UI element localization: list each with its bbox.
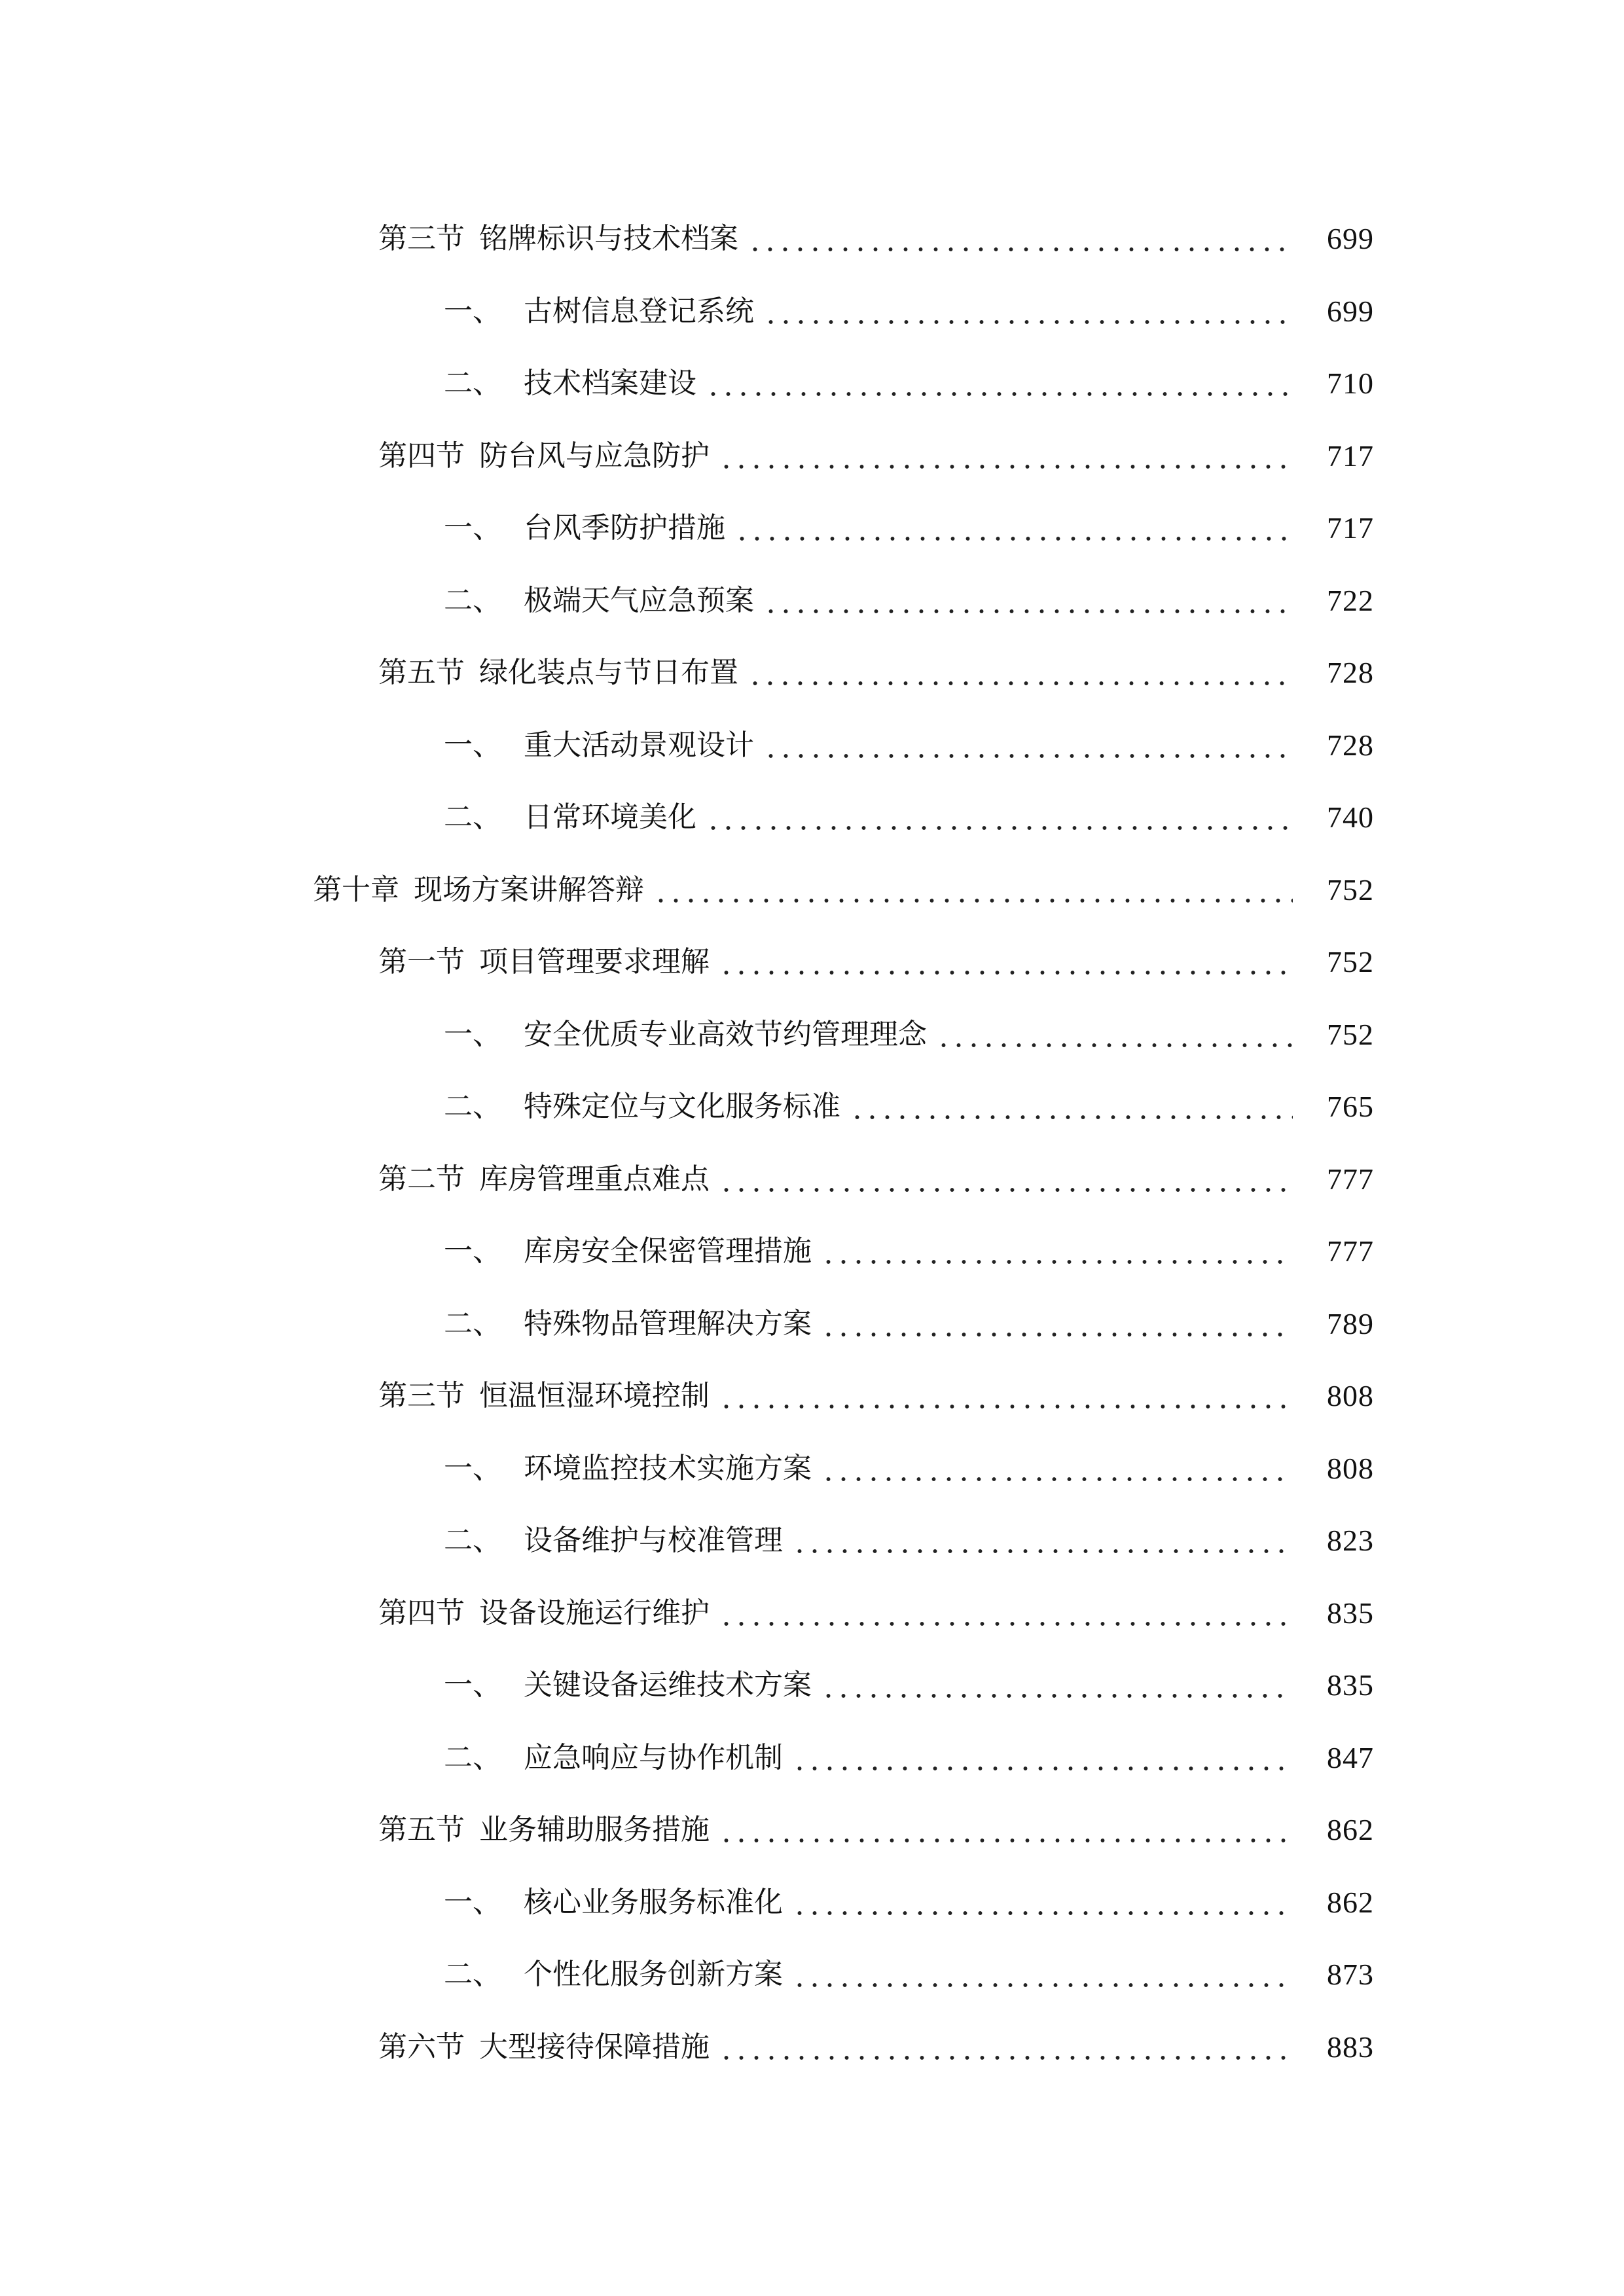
- toc-entry-number: 一、: [444, 1885, 501, 1919]
- toc-entry-number: 二、: [444, 1306, 501, 1340]
- dot-leader: [850, 1092, 1293, 1121]
- toc-entry-page: 717: [1327, 439, 1374, 473]
- dot-leader: [936, 1020, 1293, 1049]
- toc-entry-number: 二、: [444, 583, 501, 617]
- toc-entry-title: 大型接待保障措施: [479, 2030, 710, 2064]
- dot-leader: [821, 1671, 1293, 1700]
- toc-entry-page: 808: [1327, 1451, 1374, 1485]
- dot-leader: [763, 586, 1293, 615]
- toc-entry-page: 847: [1327, 1740, 1374, 1774]
- dot-leader: [792, 1888, 1293, 1917]
- toc-entry-subsection[interactable]: [0, 492, 1624, 565]
- toc-entry-page: 710: [1327, 367, 1374, 401]
- dot-leader: [821, 1237, 1293, 1266]
- toc-entry-page: 752: [1327, 1017, 1374, 1051]
- toc-entry-title: 恒温恒湿环境控制: [479, 1379, 710, 1413]
- dot-leader: [719, 1382, 1293, 1410]
- toc-entry-title: 重大活动景观设计: [524, 728, 754, 762]
- dot-leader: [706, 803, 1293, 832]
- toc-entry-number: 第四节: [378, 439, 465, 473]
- dot-leader: [653, 876, 1293, 905]
- toc-entry-title: 设备维护与校准管理: [524, 1524, 783, 1558]
- toc-entry-section[interactable]: [0, 637, 1624, 709]
- dot-leader: [734, 514, 1293, 543]
- toc-entry-subsection[interactable]: [0, 1505, 1624, 1577]
- toc-entry-number: 第五节: [378, 656, 465, 690]
- toc-entry-number: 一、: [444, 728, 501, 762]
- dot-leader: [719, 1599, 1293, 1628]
- toc-entry-number: 第五节: [378, 1813, 465, 1847]
- toc-entry-page: 777: [1327, 1234, 1374, 1268]
- toc-entry-title: 安全优质专业高效节约管理理念: [524, 1017, 927, 1051]
- toc-entry-number: 二、: [444, 1958, 501, 1992]
- toc-entry-subsection[interactable]: [0, 1867, 1624, 1939]
- toc-entry-title: 设备设施运行维护: [479, 1596, 710, 1630]
- toc-entry-section[interactable]: [0, 1794, 1624, 1867]
- toc-entry-page: 752: [1327, 945, 1374, 979]
- toc-entry-page: 728: [1327, 656, 1374, 690]
- toc-entry-number: 第十章: [313, 872, 399, 906]
- toc-entry-number: 一、: [444, 511, 501, 545]
- toc-entry-title: 环境监控技术实施方案: [524, 1451, 812, 1485]
- dot-leader: [792, 1960, 1293, 1989]
- toc-entry-page: 740: [1327, 800, 1374, 834]
- toc-entry-number: 第三节: [378, 222, 465, 256]
- toc-entry-number: 一、: [444, 1668, 501, 1702]
- toc-entry-number: 一、: [444, 1234, 501, 1268]
- dot-leader: [719, 948, 1293, 977]
- toc-entry-title: 个性化服务创新方案: [524, 1958, 783, 1992]
- table-of-contents: [0, 203, 1624, 2083]
- dot-leader: [748, 224, 1293, 253]
- toc-entry-title: 现场方案讲解答辩: [414, 872, 644, 906]
- toc-entry-page: 883: [1327, 2030, 1374, 2064]
- toc-entry-title: 库房安全保密管理措施: [524, 1234, 812, 1268]
- toc-entry-subsection[interactable]: [0, 1071, 1624, 1143]
- toc-entry-title: 防台风与应急防护: [479, 439, 710, 473]
- toc-entry-title: 核心业务服务标准化: [524, 1885, 783, 1919]
- toc-entry-subsection[interactable]: [0, 1215, 1624, 1288]
- toc-entry-page: 873: [1327, 1958, 1374, 1992]
- toc-entry-page: 835: [1327, 1668, 1374, 1702]
- toc-entry-title: 极端天气应急预案: [524, 583, 754, 617]
- toc-entry-title: 业务辅助服务措施: [479, 1813, 710, 1847]
- toc-entry-number: 二、: [444, 1524, 501, 1558]
- dot-leader: [719, 1816, 1293, 1844]
- toc-entry-title: 台风季防护措施: [524, 511, 725, 545]
- toc-entry-title: 铭牌标识与技术档案: [479, 222, 738, 256]
- dot-leader: [748, 658, 1293, 687]
- toc-entry-page: 835: [1327, 1596, 1374, 1630]
- toc-entry-title: 绿化装点与节日布置: [479, 656, 738, 690]
- toc-entry-page: 862: [1327, 1813, 1374, 1847]
- toc-entry-subsection[interactable]: [0, 276, 1624, 348]
- dot-leader: [706, 369, 1293, 398]
- toc-entry-page: 699: [1327, 294, 1374, 328]
- toc-entry-section[interactable]: [0, 1143, 1624, 1216]
- toc-entry-title: 库房管理重点难点: [479, 1162, 710, 1196]
- toc-entry-number: 第二节: [378, 1162, 465, 1196]
- dot-leader: [719, 2033, 1293, 2062]
- dot-leader: [792, 1526, 1293, 1555]
- toc-entry-page: 808: [1327, 1379, 1374, 1413]
- dot-leader: [821, 1310, 1293, 1338]
- toc-entry-page: 777: [1327, 1162, 1374, 1196]
- toc-entry-subsection[interactable]: [0, 1722, 1624, 1795]
- toc-entry-chapter[interactable]: [0, 854, 1624, 927]
- toc-entry-section[interactable]: [0, 1360, 1624, 1433]
- toc-entry-subsection[interactable]: [0, 1433, 1624, 1505]
- toc-entry-page: 823: [1327, 1524, 1374, 1558]
- toc-entry-subsection[interactable]: [0, 999, 1624, 1071]
- dot-leader: [821, 1454, 1293, 1483]
- toc-entry-page: 765: [1327, 1090, 1374, 1124]
- toc-entry-page: 722: [1327, 583, 1374, 617]
- toc-entry-subsection[interactable]: [0, 1288, 1624, 1361]
- toc-entry-number: 一、: [444, 294, 501, 328]
- toc-entry-subsection[interactable]: [0, 1939, 1624, 2011]
- toc-entry-title: 应急响应与协作机制: [524, 1740, 783, 1774]
- dot-leader: [719, 442, 1293, 471]
- toc-entry-title: 项目管理要求理解: [479, 945, 710, 979]
- toc-entry-page: 699: [1327, 222, 1374, 256]
- toc-entry-title: 关键设备运维技术方案: [524, 1668, 812, 1702]
- toc-entry-number: 二、: [444, 367, 501, 401]
- toc-entry-number: 二、: [444, 1740, 501, 1774]
- toc-entry-number: 一、: [444, 1451, 501, 1485]
- dot-leader: [763, 297, 1293, 326]
- toc-entry-title: 技术档案建设: [524, 367, 696, 401]
- toc-entry-page: 862: [1327, 1885, 1374, 1919]
- toc-entry-number: 一、: [444, 1017, 501, 1051]
- toc-entry-page: 789: [1327, 1306, 1374, 1340]
- toc-entry-subsection[interactable]: [0, 565, 1624, 637]
- toc-entry-page: 728: [1327, 728, 1374, 762]
- dot-leader: [792, 1744, 1293, 1772]
- toc-entry-section[interactable]: [0, 926, 1624, 999]
- dot-leader: [763, 731, 1293, 760]
- toc-entry-section[interactable]: [0, 203, 1624, 276]
- toc-entry-subsection[interactable]: [0, 709, 1624, 782]
- toc-entry-subsection[interactable]: [0, 348, 1624, 420]
- toc-entry-page: 752: [1327, 872, 1374, 906]
- toc-entry-page: 717: [1327, 511, 1374, 545]
- toc-entry-title: 日常环境美化: [524, 800, 696, 834]
- toc-entry-subsection[interactable]: [0, 1649, 1624, 1722]
- toc-entry-title: 特殊定位与文化服务标准: [524, 1090, 840, 1124]
- toc-entry-number: 二、: [444, 800, 501, 834]
- toc-entry-section[interactable]: [0, 2011, 1624, 2084]
- toc-entry-title: 特殊物品管理解决方案: [524, 1306, 812, 1340]
- dot-leader: [719, 1165, 1293, 1194]
- toc-entry-section[interactable]: [0, 1577, 1624, 1650]
- toc-entry-subsection[interactable]: [0, 781, 1624, 854]
- toc-entry-number: 第一节: [378, 945, 465, 979]
- toc-entry-title: 古树信息登记系统: [524, 294, 754, 328]
- toc-entry-number: 第四节: [378, 1596, 465, 1630]
- toc-entry-section[interactable]: [0, 420, 1624, 493]
- toc-entry-number: 第六节: [378, 2030, 465, 2064]
- toc-entry-number: 二、: [444, 1090, 501, 1124]
- toc-entry-number: 第三节: [378, 1379, 465, 1413]
